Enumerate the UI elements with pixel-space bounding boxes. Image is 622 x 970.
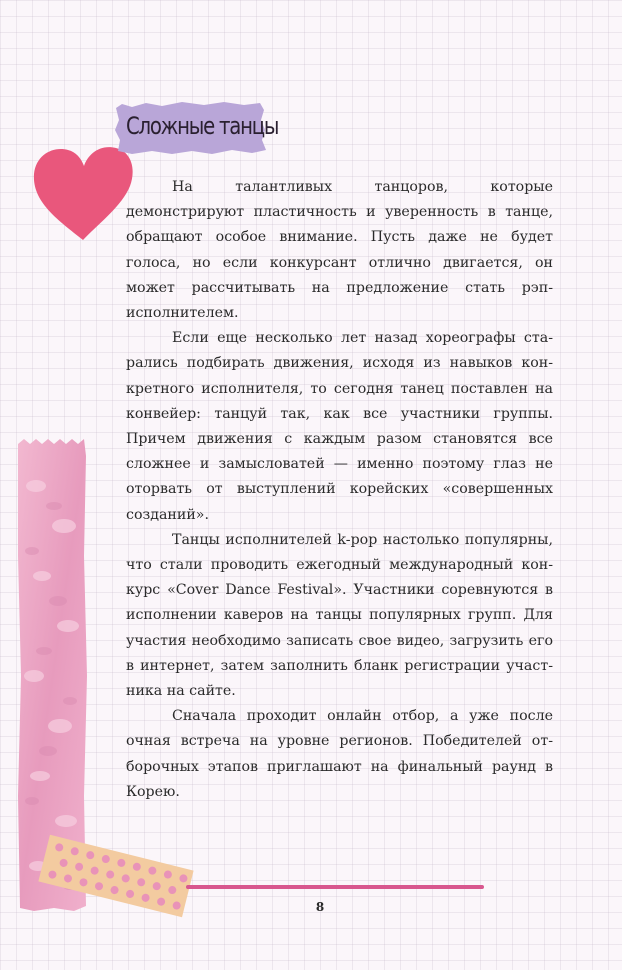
footer-divider — [186, 885, 484, 889]
article-body — [126, 175, 553, 805]
paragraph-1: На талантливых танцоров, которые демонстрируют пластичность и уверенность в танце, обращают особое внимание. Пусть даже не будет голоса, но если конкурсант отлично двигается, он может рассчитывать на предложение стать рэп-исполнителем. — [126, 179, 553, 322]
section-title: Сложные танцы — [126, 112, 279, 140]
dotted-tape-icon — [36, 830, 196, 922]
section-title-label — [112, 100, 279, 156]
paragraph-4: Сначала проходит онлайн отбор, а уже после очная встреча на уровне регионов. Победителей отборочных этапов приглашают на финальный раунд в Корею. — [126, 708, 553, 800]
paragraph-2: Если еще несколько лет назад хореографы старались подбирать движения, исходя из навыков конкретного исполнителя, то сегодня танец поставлен на конвейер: танцуй так, как все участники группы. Причем движения с каждым разом становятся все сложнее и замысловатей — именно поэтому глаз не оторвать от выступлений корейских «совершенных созданий». — [126, 330, 553, 523]
paragraph-3: Танцы исполнителей k-pop настолько популярны, что стали проводить ежегодный международный конкурс «Cover Dance Festival». Участники соревнуются в исполнении каверов на танцы популярных групп. Для участия необходимо записать свое видео, загрузить его в интернет, затем заполнить бланк регистрации участника на сайте. — [126, 531, 553, 700]
page-number: 8 — [315, 900, 325, 914]
